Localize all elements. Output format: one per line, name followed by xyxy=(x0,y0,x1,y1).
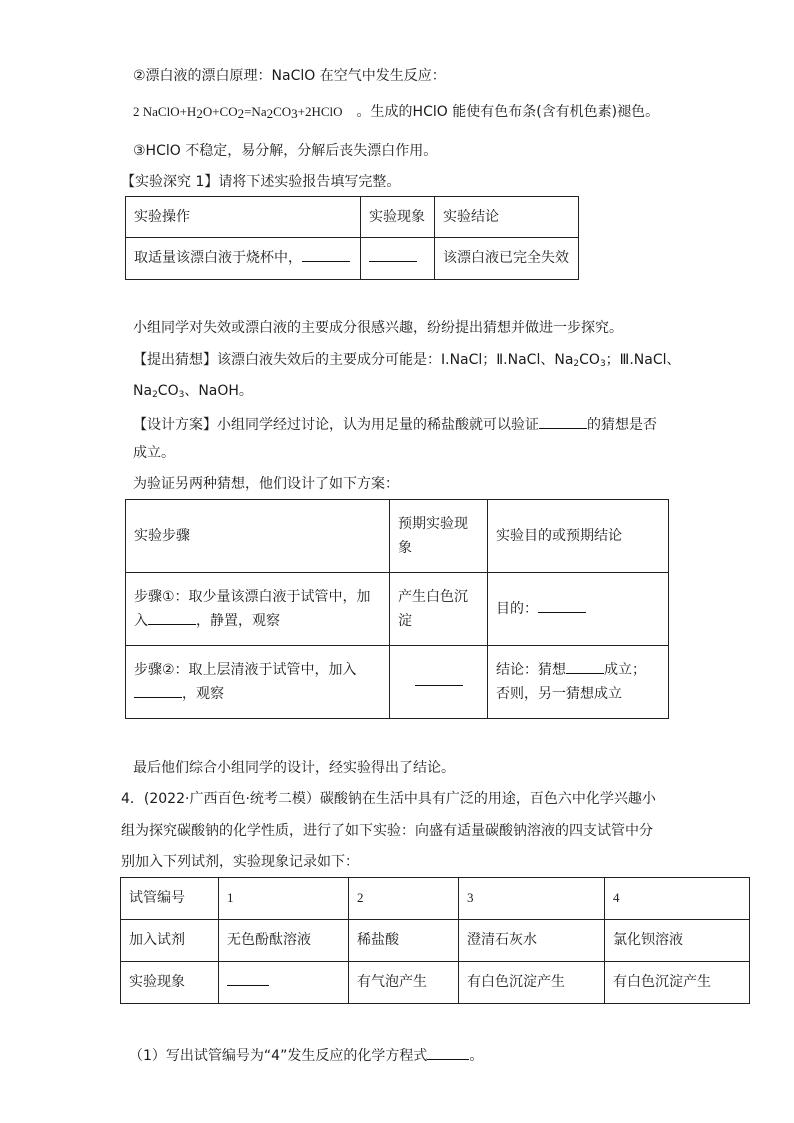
table-row xyxy=(121,920,750,962)
paragraph-hypothesis: 【提出猜想】该漂白液失效后的主要成分可能是：Ⅰ.NaCl；Ⅱ.NaCl、$Na_2CO_3$；Ⅲ.NaCl、 xyxy=(133,352,681,369)
paragraph-design: 【设计方案】小组同学经过讨论，认为用足量的稀盐酸就可以验证 的猜想是否 xyxy=(133,414,657,434)
table-row xyxy=(126,573,669,646)
table-cell: 有白色沉淀产生 xyxy=(459,962,605,1004)
paragraph-hypothesis-cont: $Na_2CO_3$、NaOH。 xyxy=(133,383,253,400)
table-row xyxy=(126,197,579,238)
table-cell: 有气泡产生 xyxy=(349,962,459,1004)
table-cell: 无色酚酞溶液 xyxy=(219,920,349,962)
table-header-cell: 预期实验现 象 xyxy=(390,500,488,573)
answer-blank[interactable] xyxy=(134,683,182,698)
table-header-cell: 实验结论 xyxy=(435,197,579,238)
answer-blank[interactable] xyxy=(415,671,463,686)
table-cell: 1 xyxy=(219,878,349,920)
table-cell: 稀盐酸 xyxy=(349,920,459,962)
question-4-line-1: 4．(2022·广西百色·统考二模）碳酸钠在生活中具有广泛的用途，百色六中化学兴趣小 xyxy=(121,791,656,807)
table-header-cell: 实验现象 xyxy=(361,197,435,238)
table-cell: 澄清石灰水 xyxy=(459,920,605,962)
table-cell: 氯化钡溶液 xyxy=(605,920,750,962)
table-row xyxy=(121,962,750,1004)
table-row xyxy=(126,500,669,573)
question-4-line-2: 组为探究碳酸钠的化学性质，进行了如下实验：向盛有适量碳酸钠溶液的四支试管中分 xyxy=(121,823,653,839)
table-cell-goal: 目的： xyxy=(488,573,669,646)
paragraph-design-cont: 成立。 xyxy=(133,445,175,461)
paragraph-final: 最后他们综合小组同学的设计，经实验得出了结论。 xyxy=(133,760,455,776)
answer-blank[interactable] xyxy=(148,610,196,625)
table-cell-step-2: 步骤②：取上层清液于试管中，加入 ，观察 xyxy=(126,646,390,719)
table-cell: 有白色沉淀产生 xyxy=(605,962,750,1004)
table-test-tubes xyxy=(120,877,750,1004)
question-4-line-3: 别加入下列试剂，实验现象记录如下： xyxy=(121,854,359,870)
answer-blank[interactable] xyxy=(538,598,586,613)
paragraph-hclo-unstable: ③HClO 不稳定，易分解，分解后丧失漂白作用。 xyxy=(133,143,438,159)
table-header-cell: 实验操作 xyxy=(126,197,361,238)
answer-blank[interactable] xyxy=(227,971,269,986)
equation-tail-text: 。生成的HClO 能使有色布条(含有机色素)褪色。 xyxy=(356,104,660,120)
table-cell: 2 xyxy=(349,878,459,920)
table-cell-phenomenon: 产生白色沉 淀 xyxy=(390,573,488,646)
table-experiment-plan xyxy=(125,499,669,719)
table-cell: 3 xyxy=(459,878,605,920)
table-cell xyxy=(219,962,349,1004)
table-cell-step-1: 步骤①：取少量该漂白液于试管中，加 入 ，静置，观察 xyxy=(126,573,390,646)
table-cell-conclusion: 该漂白液已完全失效 xyxy=(435,238,579,280)
table-experiment-report xyxy=(125,196,579,280)
table-header-cell: 试管编号 xyxy=(121,878,219,920)
heading-explore-1: 【实验深究 1】请将下述实验报告填写完整。 xyxy=(121,174,401,190)
table-cell-conclusion: 结论：猜想 成立； 否则，另一猜想成立 xyxy=(488,646,669,719)
paragraph-interest: 小组同学对失效或漂白液的主要成分很感兴趣，纷纷提出猜想并做进一步探究。 xyxy=(133,320,623,336)
table-cell-operation: 取适量该漂白液于烧杯中， xyxy=(126,238,361,280)
paragraph-bleach-principle: ②漂白液的漂白原理：NaClO 在空气中发生反应： xyxy=(133,68,446,84)
table-header-cell: 实验现象 xyxy=(121,962,219,1004)
table-row xyxy=(121,878,750,920)
answer-blank[interactable] xyxy=(427,1045,469,1060)
table-header-cell: 加入试剂 xyxy=(121,920,219,962)
table-header-cell: 实验步骤 xyxy=(126,500,390,573)
paragraph-verify: 为验证另两种猜想，他们设计了如下方案： xyxy=(133,476,399,492)
question-4-sub-1: （1）写出试管编号为“4”发生反应的化学方程式 。 xyxy=(129,1045,483,1065)
chemical-equation: 2 $NaClO+H_2O+CO_2=Na_2CO_3+2HClO$ 。生成的HClO 能使有色布条(含有机色素)褪色。 xyxy=(133,104,660,121)
table-cell-phenomenon xyxy=(390,646,488,719)
answer-blank[interactable] xyxy=(369,247,417,262)
table-cell-phenomenon xyxy=(361,238,435,280)
table-header-cell: 实验目的或预期结论 xyxy=(488,500,669,573)
table-row xyxy=(126,646,669,719)
table-row xyxy=(126,238,579,280)
answer-blank[interactable] xyxy=(566,659,604,674)
table-cell: 4 xyxy=(605,878,750,920)
answer-blank[interactable] xyxy=(302,247,350,262)
answer-blank[interactable] xyxy=(539,414,587,429)
